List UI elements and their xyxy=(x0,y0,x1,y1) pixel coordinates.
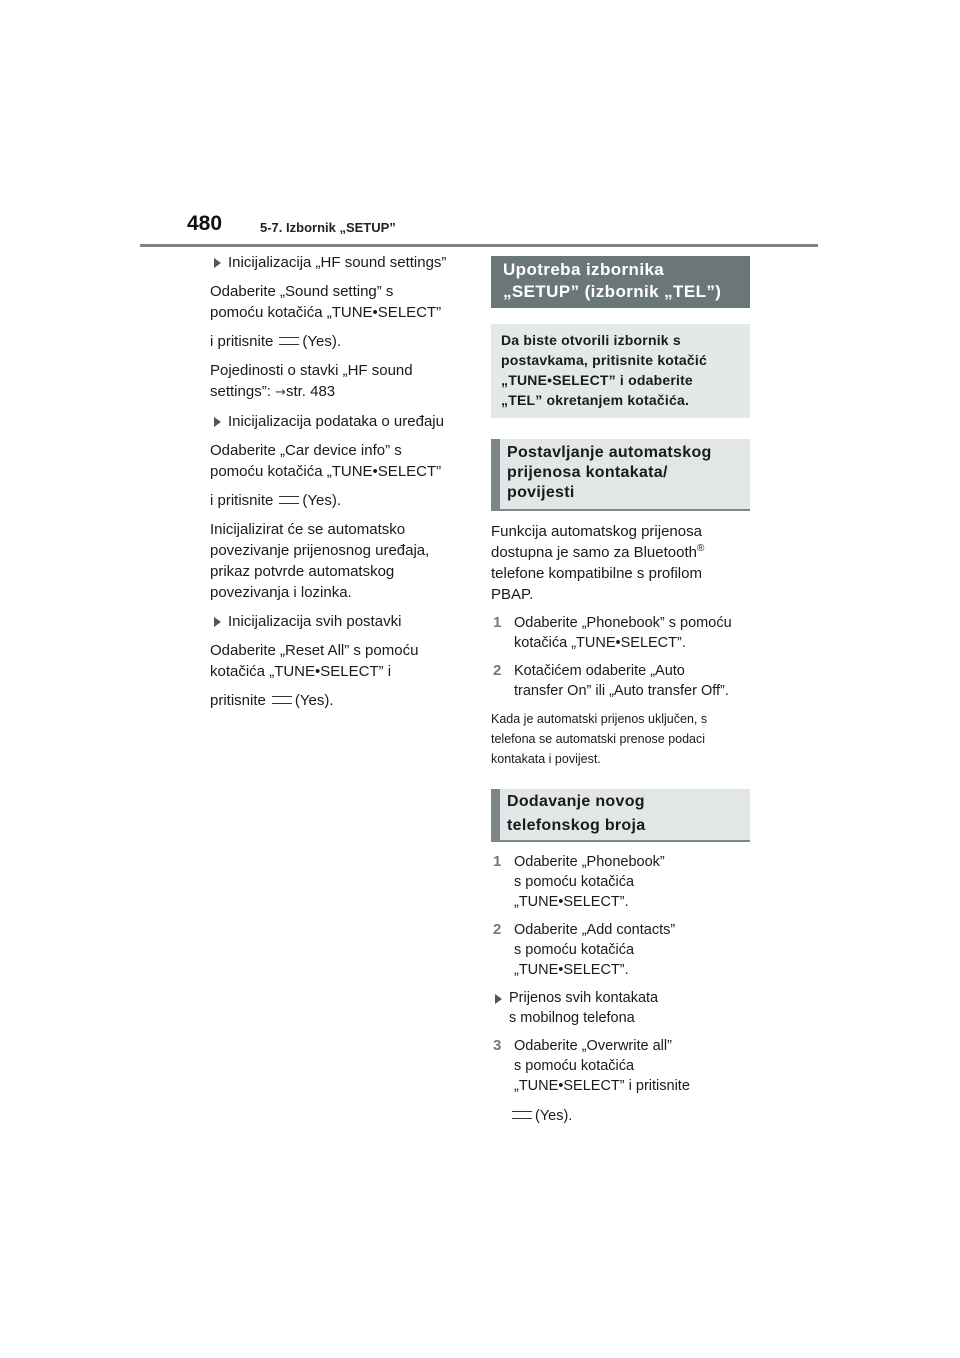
step-number: 2 xyxy=(493,921,502,938)
bullet-triangle-icon xyxy=(214,417,221,427)
heading-auto-transfer: Postavljanje automatskog prijenosa kontakata/ povijesti xyxy=(491,439,750,511)
page-number: 480 xyxy=(187,212,223,235)
press-yes-line: pritisnite (Yes). xyxy=(210,692,334,709)
paragraph-car-device-info: Odaberite „Car device info” s pomoću kotačića „TUNE•SELECT” xyxy=(210,442,442,480)
paragraph-reset-all: Odaberite „Reset All” s pomoću kotačića „TUNE•SELECT” i xyxy=(210,642,419,680)
heading-add-number: Dodavanje novog telefonskog broja xyxy=(491,789,750,842)
bullet-device-data: Inicijalizacija podataka o uređaju xyxy=(210,411,472,432)
press-yes-line: (Yes). xyxy=(512,1106,750,1126)
step-1-phonebook: 1 Odaberite „Phonebook” s pomoću kotačića „TUNE•SELECT”. xyxy=(493,614,732,651)
step-2-auto-transfer: 2 Kotačićem odaberite „Auto transfer On” ili „Auto transfer Off”. xyxy=(493,662,729,699)
bullet-hf-sound: Inicijalizacija „HF sound settings” xyxy=(210,252,472,273)
button-icon xyxy=(272,696,292,704)
press-yes-line: i pritisnite (Yes). xyxy=(210,333,341,350)
paragraph-hf-details: Pojedinosti o stavki „HF sound settings”: →str. 483 xyxy=(210,362,413,400)
bullet-triangle-icon xyxy=(214,258,221,268)
bullet-transfer-all: Prijenos svih kontakata s mobilnog telefona xyxy=(491,988,750,1028)
paragraph-auto-transfer-info: Funkcija automatskog prijenosa dostupna je samo za Bluetooth® telefone kompatibilne s profilom PBAP. xyxy=(491,523,705,603)
paragraph-init-info: Inicijalizirat će se automatsko povezivanje prijenosnog uređaja, prikaz potvrde automatskog povezivanja i lozinka. xyxy=(210,521,430,601)
button-icon xyxy=(512,1111,532,1119)
section-title: 5-7. Izbornik „SETUP” xyxy=(260,220,396,235)
step-number: 2 xyxy=(493,662,502,679)
right-column xyxy=(491,256,750,1134)
step-2-add-contacts: 2 Odaberite „Add contacts” s pomoću kotačića „TUNE•SELECT”. xyxy=(493,921,676,978)
bullet-all-settings: Inicijalizacija svih postavki xyxy=(210,611,472,632)
bullet-triangle-icon xyxy=(214,617,221,627)
press-yes-line: i pritisnite (Yes). xyxy=(210,492,341,509)
bullet-triangle-icon xyxy=(495,994,502,1004)
step-number: 1 xyxy=(493,853,502,870)
step-number: 1 xyxy=(493,614,502,631)
step-number: 3 xyxy=(493,1037,502,1054)
registered-mark: ® xyxy=(696,543,705,554)
button-icon xyxy=(279,496,299,504)
button-icon xyxy=(279,337,299,345)
note-auto-transfer: Kada je automatski prijenos uključen, s telefona se automatski prenose podaci kontakata i povijest. xyxy=(491,712,708,766)
step-1-phonebook-add: 1 Odaberite „Phonebook” s pomoću kotačića „TUNE•SELECT”. xyxy=(493,853,665,910)
header-divider xyxy=(140,244,818,247)
info-box-open-menu: Da biste otvorili izbornik s postavkama, pritisnite kotačić „TUNE•SELECT” i odaberite „TEL” okretanjem kotačića. xyxy=(491,324,750,418)
heading-setup-tel-menu: Upotreba izbornika „SETUP” (izbornik „TEL”) xyxy=(491,256,750,308)
page-reference-link[interactable]: str. 483 xyxy=(285,383,336,400)
paragraph-sound-setting: Odaberite „Sound setting” s pomoću kotačića „TUNE•SELECT” xyxy=(210,283,442,321)
arrow-right-icon: → xyxy=(275,385,286,400)
left-column xyxy=(210,252,472,719)
step-3-overwrite-all: 3 Odaberite „Overwrite all” s pomoću kotačića „TUNE•SELECT” i pritisnite (Yes). xyxy=(491,1036,750,1126)
